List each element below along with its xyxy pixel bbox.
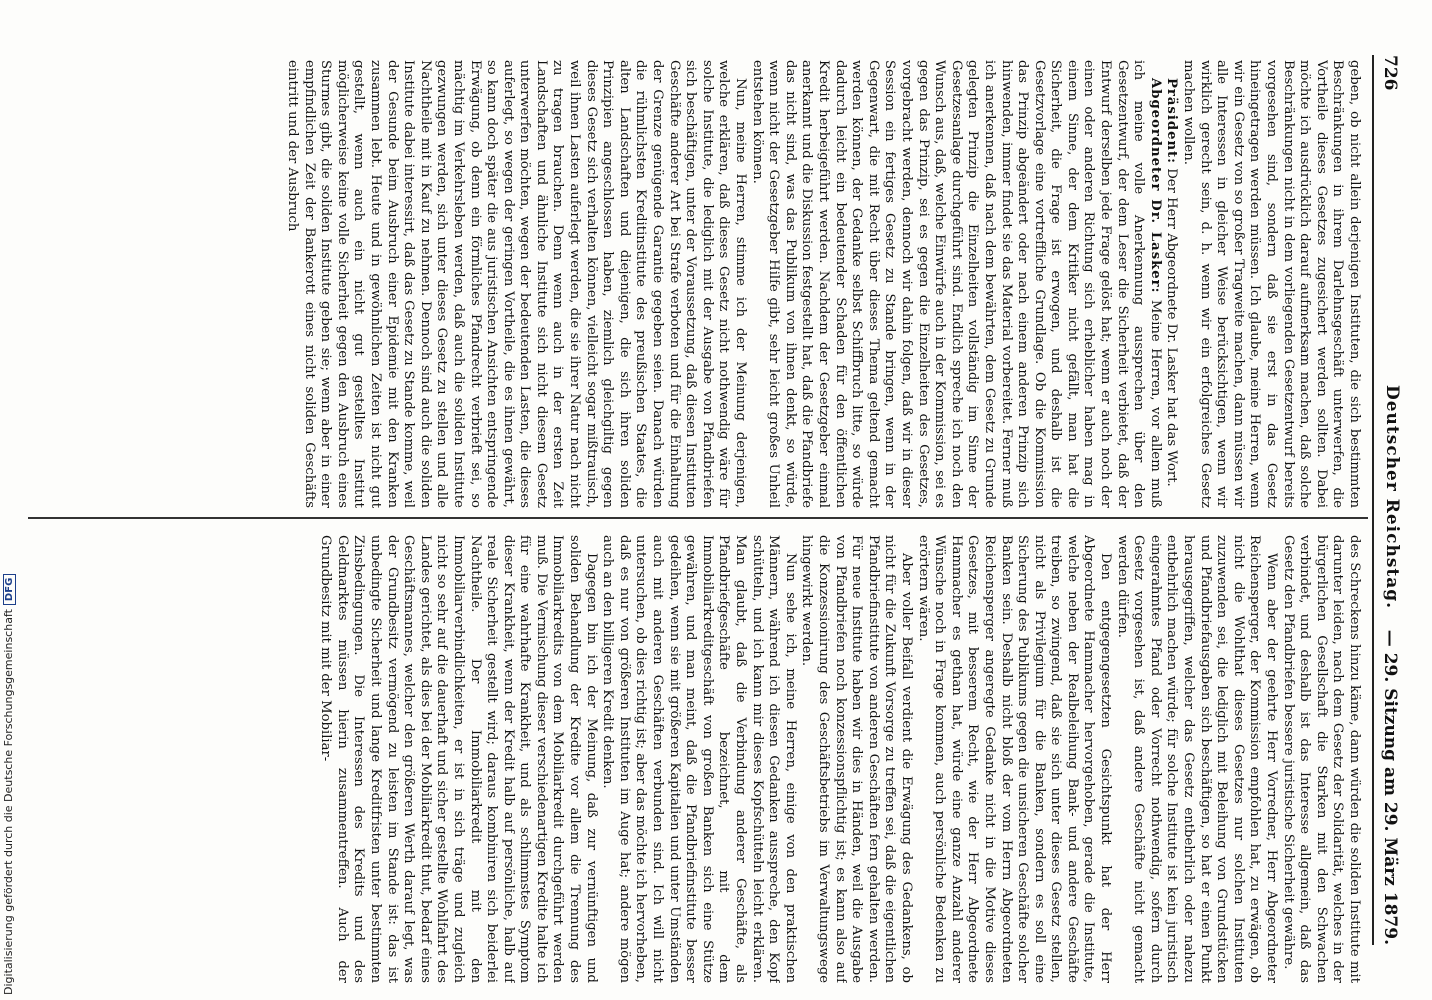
publication-title: Deutscher Reichstag. [1382, 385, 1402, 610]
session-date: — 29. Sitzung am 29. März 1879. [1380, 629, 1400, 945]
paragraph: geben, ob nicht allein derjenigen Instituten, die sich bestimmten Beschränkungen in ihrem Darlehnsgeschäft unterwerfen, die Vortheile dieses Gesetzes zugesichert werden sollten. Dabei möchte ich ausdrücklich darauf aufmerksam machen, daß solche Beschränkungen nicht in dem vorliegenden Gesetzentwurf bereits vorgesehen sind, sondern daß sie erst in das Gesetz hineingetragen werden müssen. Ich glaube, meine Herren, wenn wir ein Gesetz von so großer Tragweite machen, dann müssen wir alle Interessen in gleicher Weise berücksichtigen, wenn wir wirklich gerecht sein, d. h. wenn wir ein erfolgreiches Gesetz machen wollen. [1181, 60, 1362, 508]
paragraph-text: Der Herr Abgeordnete Dr. Lasker hat das Wort. [1164, 168, 1180, 487]
page-number: 726 [1380, 55, 1400, 91]
footer-text: Digitalisierung gefördert durch die Deutsche Forschungsgemeinschaft [2, 609, 15, 995]
paragraph: Aber voller Beifall verdient die Erwägung des Gedankens, ob nicht für die Zukunft Vorsorge zu treffen sei, daß die eigentlichen Pfandbriefinstitute von anderen Geschäften fern gehalten werden. Für neue Institute haben wir dies in Händen, weil die Ausgabe von Pfandbriefen noch konzessionspflichtig ist; es kann also auf die Konzessionirung des Geschäftsbetriebs im Verwaltungswege hingewirkt werden. [799, 535, 914, 983]
paragraph-text: Meine Herren, vor allem muß ich meine volle Anerkennung aussprechen über den Gesetzentwurf, der dem Leser die Sicherheit verbietet, daß der Entwurf derselben jede Frage gelöst hat; wenn er auch noch der einen oder anderen Richtung sich erheblicher haben mag in einem Sinne, der dem Kritiker nicht gefällt, man hat die Sicherheit, die Frage ist erwogen, und deshalb ist die Gesetzvorlage eine vortreffliche Grundlage. Ob die Kommission das Prinzip abgeändert oder nach einem anderen Prinzip sich hinwenden, immer findet sie das Material vorbereitet. Ferner muß ich anerkennen, daß nach dem bewährten, dem Gesetz zu Grunde gelegten Prinzip die Einzelheiten vollständig im Sinne der Gesetzesanlage durchgeführt sind. Endlich spreche ich noch den Wunsch aus, daß, welche Einwürfe auch in der Kommission, sei es gegen das Prinzip, sei es gegen die Einzelheiten des Gesetzes, vorgebracht werden, dennoch wir dahin folgen, daß wir in dieser Session ein fertiges Gesetz zu Stande bringen, wenn in der Gegenwart, die mit Recht über dieses Thema geltend gemacht werden können, der Gedanke selbst Schiffbruch litte, so würde dadurch leicht ein bedeutender Schaden für den öffentlichen Kredit herbeigeführt werden. Nachdem der Gesetzgeber einmal anerkannt und die Diskussion festgestellt hat, daß die Pfandbriefe das nicht sind, was das Publikum von ihnen denkt, so würde, wenn nicht der Gesetzgeber Hilfe gibt, sehr leicht großes Unheil entstehen können. [749, 60, 1163, 508]
page-header [1372, 55, 1404, 945]
left-column [42, 60, 1362, 508]
paragraph [748, 60, 1163, 508]
paragraph: Wenn aber der geehrte Herr Vorredner, Herr Abgeordneter Reichensperger, der Kommission empfohlen hat, zu erwägen, ob nicht die Wohlthat dieses Gesetzes nur solchen Instituten zuzuwenden sei, die lediglich mit Beleihung von Grundstücken und Pfandbriefausgaben sich beschäftigen, so hat er einen Punkt herausgegriffen, welcher das Gesetz entbehrlich oder nahezu entbehrlich machen würde; für solche Institute ist kein juristisch eingerahmtes Pfand oder Vorrecht nothwendig, sofern durch Gesetz vorgesehen ist, daß andere Geschäfte nicht gemacht werden dürfen. [1114, 535, 1280, 983]
right-column [42, 535, 1362, 983]
paragraph: des Schreckens hinzu käme, dann würden die soliden Institute mit darunter leiden, nach dem Gesetz der Solidarität, welches in der bürgerlichen Gesellschaft die Starken mit den Schwachen verbindet, und deshalb ist das Interesse allgemein, daß das Gesetz den Pfandbriefen bessere juristische Sicherheit gewähre. [1280, 535, 1362, 983]
paragraph: Nun sehe ich, meine Herren, einige von den praktischen Männern, während ich diesen Gedanken ausspreche, den Kopf schütteln, und ich kann mir dieses Kopfschütteln leicht erklären. Man glaubt, daß die Verbindung anderer Geschäfte, als Pfandbriefgeschäfte bezeichnet, mit dem Immobiliarkreditgeschäft von großen Banken sich eine Stütze gewähren, und man meint, daß die Pfandbriefinstitute besser gedeihen, wenn sie mit größeren Kapitalien und unter Umständen auch mit anderen Geschäften verbunden sind. Ich will nicht untersuchen, ob dies richtig ist; aber das möchte ich hervorheben, daß es nur von größeren Instituten im Auge hat; andere mögen auch an den billigeren Kredit denken. [600, 535, 798, 983]
speaker-label: Präsident: [1164, 78, 1180, 165]
digitization-footer [0, 0, 20, 1000]
column-divider [28, 517, 1368, 519]
paragraph: Nun, meine Herren, stimme ich der Meinung derjenigen, welche erklären, daß dieses Gesetz nicht nothwendig wäre für solche Institute, die lediglich mit der Ausgabe von Pfandbriefen sich beschäftigen, unter der Voraussetzung, daß diesen Instituten Geschäfte anderer Art bei Strafe verboten und für die Einhaltung der Grenze genügende Garantie gegeben seien. Danach würden die rühmlichsten Kreditinstitute des preußischen Staates, die alten Landschaften und diejenigen, die sich ihren soliden Prinzipien angeschlossen haben, ziemlich gleichgiltig gegen dieses Gesetz sich verhalten können, vielleicht sogar mißtrauisch, weil ihnen Lasten auferlegt werden, die sie ihrer Natur nach nicht zu tragen brauchen. Denn wenn auch in der ersten Zeit Landschaften und ähnliche Institute sich nicht diesem Gesetz unterwerfen möchten, wegen der bedeutenden Lasten, die dieses auferlegt, so wegen der geringen Vortheile, die es ihnen gewährt, so kann doch später die aus juristischen Ansichten entspringende Erwägung, ob denn ein förmliches Pfandrecht verbrieft sei, so mächtig im Verkehrsleben werden, daß auch die soliden Institute gezwungen werden, sich unter dieses Gesetz zu stellen und alle Nachtheile mit in Kauf zu nehmen. Dennoch sind auch die soliden Institute dabei interessirt, daß das Gesetz zu Stande komme, weil der Gesunde beim Ausbruch einer Epidemie mit den Kranken zusammen lebt. Heute und in gewöhnlichen Zeiten ist nicht gut gestellt, wenn auch ein nicht gut gestelltes Institut möglicherweise keine volle Sicherheit gegen den Ausbruch eines Sturmes gibt, die soliden Institute geben sie; wenn aber in einer empfindlichen Zeit der Bankerott eines nicht soliden Geschäfts eintritt und der Ausbruch [285, 60, 749, 508]
paragraph: Dagegen bin ich der Meinung, daß zur vernünftigen und soliden Behandlung der Kredite vor allem die Trennung des Immobiliarkredits von dem Mobiliarkredit durchgeführt werden muß. Die Vermischung dieser verschiedenartigen Kredite halte ich für eine wahrhafte Krankheit, und als schlimmstes Symptom dieser Krankheit, wenn der Kredit halb auf persönliche, halb auf reale Sicherheit gestellt wird; daraus kombiniren sich beiderlei Nachtheile. Der Immobiliarkredit mit den Immobiliarverbindlichkeiten, er ist in sich träge und zugleich nicht so sehr auf die dauerhaft und sicher gestellte Wohlfahrt des Landes gerichtet, als dies bei der Mobiliarkredit thut, bedarf eines Geschäftsmannes, welcher den größeren Werth darauf legt, was der Grundbesitz vermögend zu leisten im Stande ist: das ist unbedingte Sicherheit und lange Kreditfristen unter bestimmten Zinsbedingungen. Die Interessen des Kredits und des Geldmarktes müssen hierin zusammentreffen. Auch der Grundbesitz mit mit der Mobiliar- [318, 535, 599, 983]
dfg-logo-icon: DFG [3, 574, 16, 605]
paragraph: Den entgegengesetzten Gesichtspunkt hat der Herr Abgeordnete Hammacher hervorgehoben, gerade die Institute, welche neben der Realbeleihung Bank- und andere Geschäfte treiben, so zwingend, daß sie sich unter dieses Gesetz stellen, nicht als Privilegium für die Banken, sondern es soll eine Sicherung des Publikums gegen die unsicheren Geschäfte solcher Banken sein. Deshalb nicht bloß der vom Herrn Abgeordneten Reichensperger angeregte Gedanke nicht in die Motive dieses Gesetzes, mit besserem Recht, wie der Herr Abgeordnete Hammacher es gethan hat, würde eine ganze Anzahl anderer Wünsche noch in Frage kommen, auch persönliche Bedenken zu erörtern wären. [915, 535, 1114, 983]
paragraph [1163, 60, 1180, 508]
speaker-label: Abgeordneter Dr. Lasker: [1147, 78, 1163, 294]
